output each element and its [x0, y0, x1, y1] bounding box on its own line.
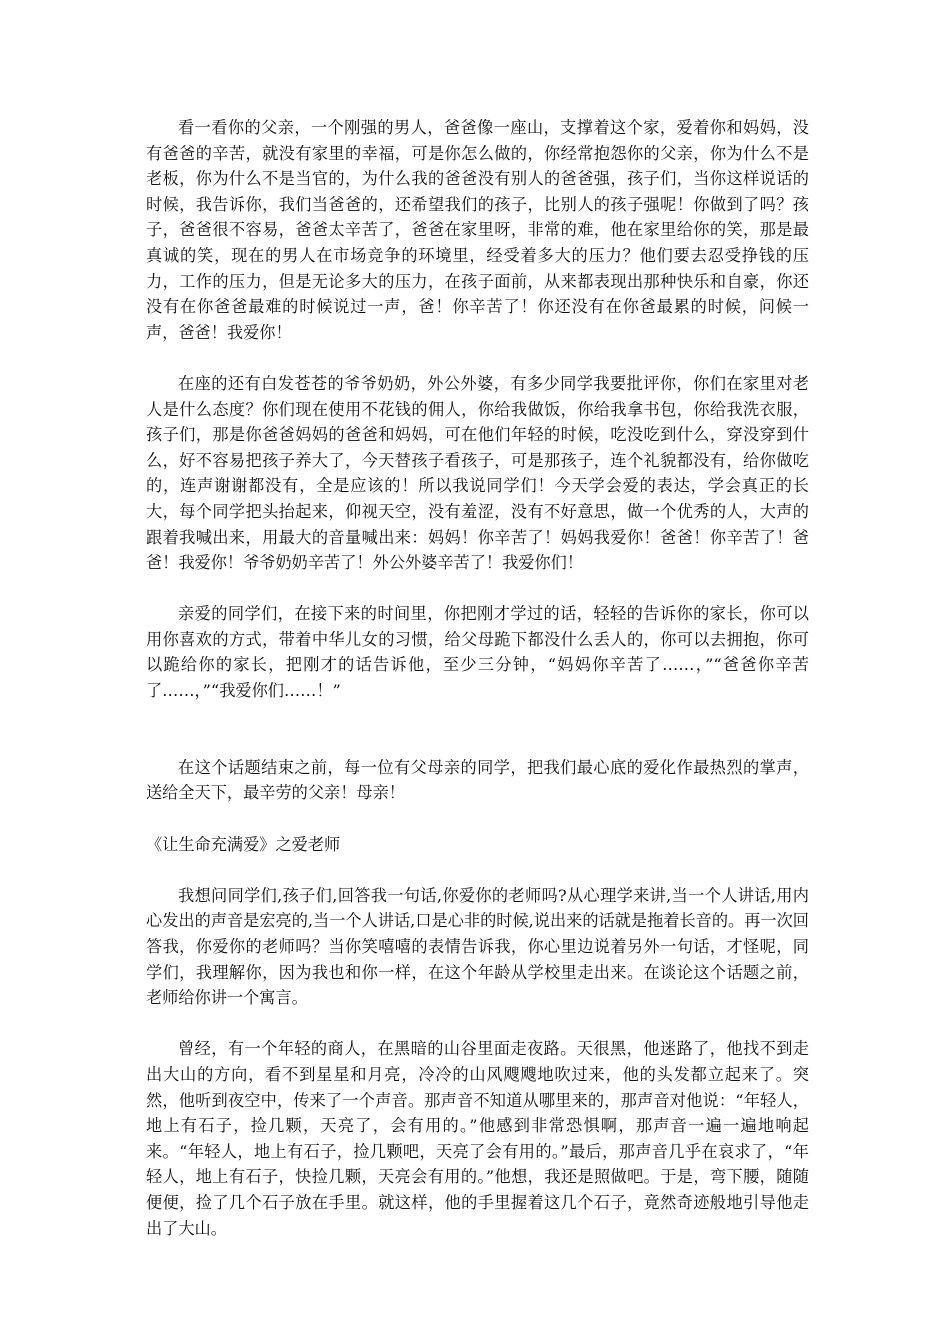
paragraph-applause: 在这个话题结束之前，每一位有父母亲的同学，把我们最心底的爱化作最热烈的掌声，送给全天下，最辛劳的父亲！母亲！ [146, 757, 809, 803]
paragraph-grandparents: 在座的还有白发苍苍的爷爷奶奶，外公外婆，有多少同学我要批评你，你们在家里对老人是什么态度？你们现在使用不花钱的佣人，你给我做饭，你给我拿书包，你给我洗衣服，孩子们，那是你爸爸妈妈的爸爸和妈妈，可在他们年轻的时候，吃没吃到什么，穿没穿到什么，好不容易把孩子养大了，今天替孩子看孩子，可是那孩子，连个礼貌都没有，给你做吃的，连声谢谢都没有，全是应该的！所以我说同学们！今天学会爱的表达，学会真正的长大，每个同学把头抬起来，仰视天空，没有羞涩，没有不好意思，做一个优秀的人，大声的跟着我喊出来，用最大的音量喊出来：妈妈！你辛苦了！妈妈我爱你！爸爸！你辛苦了！爸爸！我爱你！爷爷奶奶辛苦了！外公外婆辛苦了！我爱你们！ [146, 373, 809, 573]
paragraph-father: 看一看你的父亲，一个刚强的男人，爸爸像一座山，支撑着这个家，爱着你和妈妈，没有爸爸的辛苦，就没有家里的幸福，可是你怎么做的，你经常抱怨你的父亲，你为什么不是老板，你为什么不是当官的，为什么我的爸爸没有别人的爸爸强，孩子们，当你这样说话的时候，我告诉你，我们当爸爸的，还希望我们的孩子，比别人的孩子强呢！你做到了吗？孩子，爸爸很不容易，爸爸太辛苦了，爸爸在家里呀，非常的难，他在家里给你的笑，那是最真诚的笑，现在的男人在市场竞争的环境里，经受着多大的压力？他们要去忍受挣钱的压力，工作的压力，但是无论多大的压力，在孩子面前，从来都表现出那种快乐和自豪，你还没有在你爸爸最难的时候说过一声，爸！你辛苦了！你还没有在你爸最累的时候，问候一声，爸爸！我爱你！ [146, 118, 809, 342]
paragraph-tell-parents: 亲爱的同学们，在接下来的时间里，你把刚才学过的话，轻轻的告诉你的家长，你可以用你喜欢的方式，带着中华儿女的习惯，给父母跪下都没什么丢人的，你可以去拥抱，你可以跪给你的家长，把刚才的话告诉他，至少三分钟，“妈妈你辛苦了……，”“爸爸你辛苦了……，”“我爱你们……！” [146, 604, 809, 701]
document-page [146, 115, 809, 1241]
paragraph-love-teacher: 我想问同学们,孩子们,回答我一句话,你爱你的老师吗?从心理学来讲,当一个人讲话,用内心发出的声音是宏亮的,当一个人讲话,口是心非的时候,说出来的话就是拖着长音的。再一次回答我，你爱你的老师吗？当你笑嘻嘻的表情告诉我，你心里边说着另外一句话，才怪呢，同学们，我理解你，因为我也和你一样，在这个年龄从学校里走出来。在谈论这个话题之前，老师给你讲一个寓言。 [146, 885, 809, 1008]
paragraph-fable: 曾经，有一个年轻的商人，在黑暗的山谷里面走夜路。天很黑，他迷路了，他找不到走出大山的方向，看不到星星和月亮，冷冷的山风飕飕地吹过来，他的头发都立起来了。突然，他听到夜空中，传来了一个声音。那声音不知道从哪里来的，那声音对他说：“年轻人，地上有石子，捡几颗，天亮了，会有用的。”他感到非常恐惧啊，那声音一遍一遍地响起来。“年轻人，地上有石子，捡几颗吧，天亮了会有用的。”最后，那声音几乎在哀求了，“年轻人，地上有石子，快捡几颗，天亮会有用的。”他想，我还是照做吧。于是，弯下腰，随随便便，捡了几个石子放在手里。就这样，他的手里握着这几个石子，竟然奇迹般地引导他走出了大山。 [146, 1039, 809, 1238]
section-heading: 《让生命充满爱》之爱老师 [146, 834, 341, 854]
paragraph-spacer [146, 576, 809, 602]
paragraph-spacer [146, 806, 809, 832]
paragraph-spacer [146, 857, 809, 883]
paragraph-spacer [146, 345, 809, 371]
paragraph-spacer [146, 704, 809, 755]
paragraph-spacer [146, 1011, 809, 1037]
